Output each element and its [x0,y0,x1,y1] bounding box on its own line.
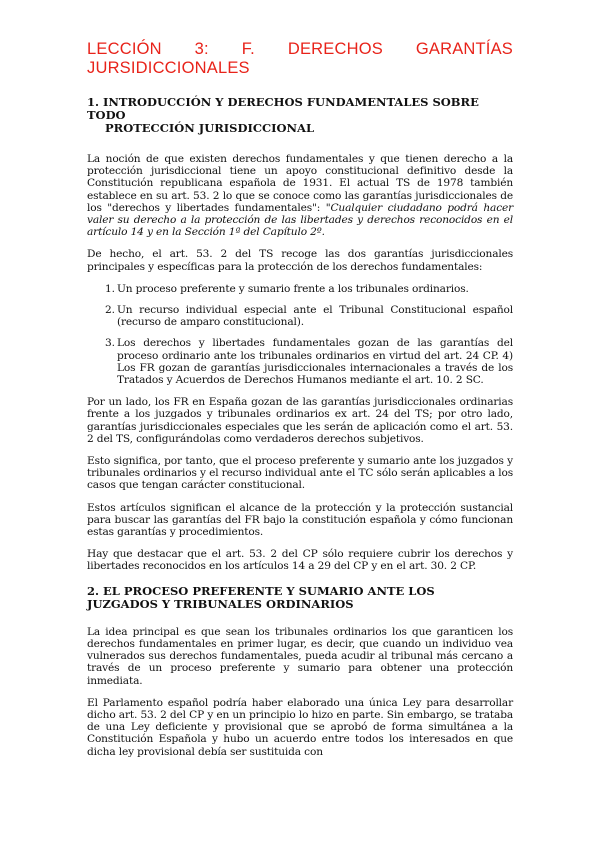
section-1-heading-line2: PROTECCIÓN JURISDICCIONAL [105,121,315,135]
list-item-text: Un recurso individual especial ante el Tribunal Constitucional español (recurso de amparo constitucional). [117,304,513,329]
paragraph-intro [87,153,513,238]
paragraph-scope: Estos artículos significan el alcance de la protección y la protección sustancial para buscar las garantías del FR bajo la constitución española y cómo funcionan estas garantías y procedimientos. [87,501,513,539]
guarantees-list [87,283,513,386]
paragraph-meaning: Esto significa, por tanto, que el proceso preferente y sumario ante los juzgados y tribunales ordinarios y el recurso individual ante el TC sólo serán aplicables a los casos que tengan carácter constitucional. [87,455,513,492]
list-item-number: 3. [105,337,115,350]
paragraph-main-idea: La idea principal es que sean los tribunales ordinarios los que garanticen los derechos fundamentales en primer lugar, es decir, que cuando un individuo vea vulnerados sus derechos fundamentales, pueda acudir al tribunal más cercano a través de un proceso preferente y sumario para obtener una protección inmediata. [87,625,513,687]
paragraph-parliament: El Parlamento español podría haber elaborado una única Ley para desarrollar dicho art. 53. 2 del CP y en un principio lo hizo en parte. Sin embargo, se trataba de una Ley deficiente y provisional que se aprobó de forma simultánea a la Constitución Española y hubo un acuerdo entre todos los interesados en que dicha ley provisional debía ser sustituida con [87,696,513,758]
section-2-heading [87,585,513,612]
list-item [105,337,513,386]
section-2-heading-line1: 2. EL PROCESO PREFERENTE Y SUMARIO ANTE LOS [87,583,435,598]
list-item [105,304,513,328]
section-1-heading-line1: 1. INTRODUCCIÓN Y DERECHOS FUNDAMENTALES SOBRE TODO [87,95,479,122]
list-item-text: Un proceso preferente y sumario frente a los tribunales ordinarios. [117,282,469,295]
paragraph-intro-text: La noción de que existen derechos fundamentales y que tienen derecho a la protección jurisdiccional tiene un apoyo constitucional definitivo desde la Constitución republicana española de 1931. El actual TS de 1978 también establece en su art. 53. 2 lo que se conoce como las garantías jurisdiccionales de los "derechos y libertades fundamentales": [87,153,513,214]
paragraph-highlight: Hay que destacar que el art. 53. 2 del CP sólo requiere cubrir los derechos y libertades reconocidos en los artículos 14 a 29 del CP y en el art. 30. 2 CP. [87,548,513,573]
list-item-number: 2. [105,304,115,317]
paragraph-guarantees: De hecho, el art. 53. 2 del TS recoge las dos garantías jurisdiccionales principales y específicas para la protección de los derechos fundamentales: [87,248,513,273]
section-2-heading-line2: JUZGADOS Y TRIBUNALES ORDINARIOS [87,597,354,612]
constitution-quote: "Cualquier ciudadano podrá hacer valer su derecho a la protección de las libertades y derechos reconocidos en el artículo 14 y en la Sección 1ª del Capítulo 2º. [87,201,514,239]
section-1-heading [87,96,513,135]
paragraph-ordinary-guarantees: Por un lado, los FR en España gozan de las garantías jurisdiccionales ordinarias frente a los juzgados y tribunales ordinarios ex art. 24 del TS; por otro lado, garantías jurisdiccionales especiales que les serán de aplicación como el art. 53. 2 del TS, configurándolas como verdaderos derechos subjetivos. [87,396,513,445]
list-item-text: Los derechos y libertades fundamentales gozan de las garantías del proceso ordinario ante los tribunales ordinarios en virtud del art. 24 CP. 4) Los FR gozan de garantías jurisdiccionales internacionales a través de los Tratados y Acuerdos de Derechos Humanos mediante el art. 10. 2 SC. [117,337,513,387]
lesson-title: LECCIÓN 3: F. DERECHOS GARANTÍAS JURSIDICCIONALES [87,40,513,77]
list-item-number: 1. [105,282,115,295]
list-item [105,283,513,295]
